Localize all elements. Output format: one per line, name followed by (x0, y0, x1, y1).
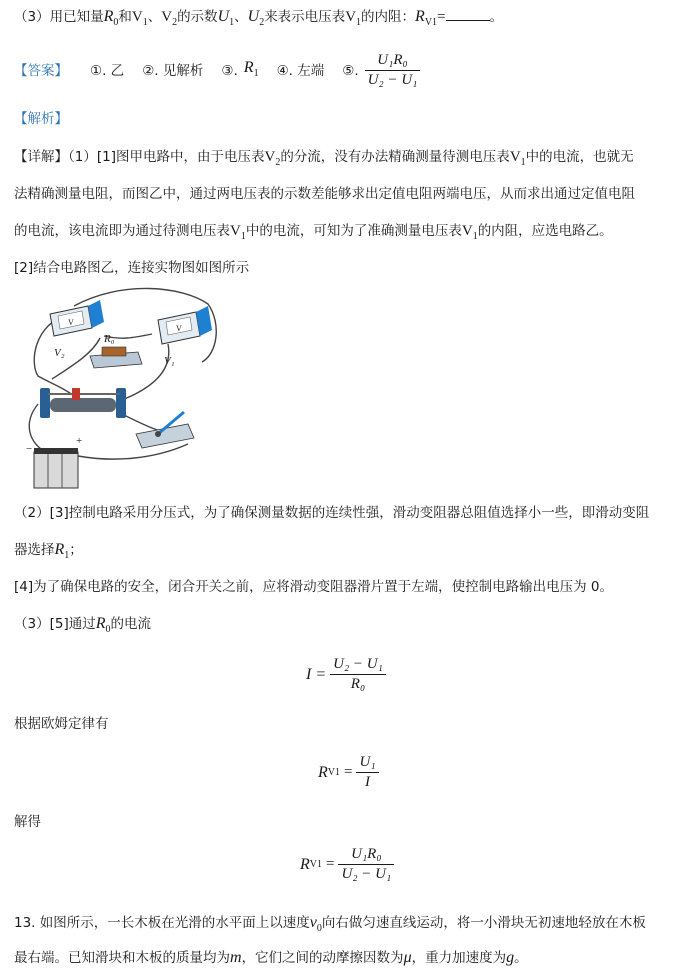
detail-line-2: 法精确测量电阻，而图乙中，通过两电压表的示数差能够求出定值电阻两端电压，从而求出通过定值电阻 (14, 186, 635, 202)
q3-post: 的内阻： (361, 9, 416, 25)
answer-fraction-numerator: U₁R₀ (365, 52, 421, 71)
answer-item-3: ③. (221, 62, 238, 79)
eq2-lhs-sub: V1 (327, 767, 341, 778)
detail-l1-c: 中的电流，也就无 (525, 149, 634, 165)
detail-l1-b: 的分流，没有办法精确测量待测电压表 (280, 149, 510, 165)
eq1-numerator: U₂ − U₁ (330, 656, 386, 675)
switch (136, 412, 194, 448)
r0-ref: R (95, 615, 106, 632)
detail-l3-a: 的电流，该电流即为通过待测电压表 (14, 223, 230, 239)
r0-subscript: 0 (113, 17, 119, 28)
part2-l4-b: 的电流 (110, 616, 151, 632)
v2-meter-glyph: V (68, 318, 74, 327)
part2-line-3: [4]为了确保电路的安全，闭合开关之前，应将滑动变阻器滑片置于左端，使控制电路输出电压为 0。 (14, 579, 614, 595)
rv1-symbol: R (415, 8, 425, 25)
detail-l3-c: 的内阻，应选电路乙。 (477, 223, 613, 239)
rheostat (40, 388, 126, 418)
eq3-numerator: U₁R₀ (338, 846, 394, 865)
v1-symbol: V (131, 9, 143, 25)
v2-subscript: 2 (172, 17, 178, 28)
r0-ref-sub: 0 (105, 624, 111, 635)
r0-symbol: R (103, 8, 114, 25)
v2-ref-sub: 2 (275, 157, 281, 168)
rv1-subscript: V1 (424, 17, 438, 28)
battery-pack (34, 448, 78, 488)
q3-text: （3）用已知量 (14, 9, 104, 25)
answer-blank (446, 6, 490, 21)
v0-symbol: v (309, 914, 317, 931)
v1-ref-2: V (230, 223, 241, 239)
q13-l1-a: 13. 如图所示，一长木板在光滑的水平面上以速度 (14, 915, 310, 931)
eq2-numerator: U₁ (356, 754, 378, 773)
r1-subscript: 1 (253, 67, 259, 79)
answer-label: 【答案】 (14, 62, 68, 79)
u1-symbol: U (217, 8, 230, 25)
q13-l2-a: 最右端。已知滑块和木板的质量均为 (14, 950, 230, 966)
question-3-line (14, 6, 503, 33)
v1b-subscript: 1 (356, 17, 362, 28)
v1b-symbol: V (345, 9, 357, 25)
answer-fraction-denominator: U₂ − U₁ (367, 72, 418, 88)
eq3-fraction (338, 846, 394, 883)
detail-line-1 (14, 147, 634, 173)
v1-label: V₁ (164, 355, 175, 367)
q3-and: 和 (118, 9, 132, 25)
q3-mid2: 来表示电压表 (264, 9, 346, 25)
r1-symbol: R (243, 58, 254, 76)
r0-label: R₀ (104, 333, 115, 345)
q13-l1-b: 向右做匀速直线运动，将一小滑块无初速地轻放在木板 (321, 915, 646, 931)
q3-sep: 、 (147, 9, 162, 25)
mass-symbol: m (230, 949, 242, 966)
v2-symbol: V (161, 9, 173, 25)
v1-ref-3-sub: 1 (472, 231, 478, 242)
detail-label: 【详解】 (14, 149, 68, 165)
part2-line-2 (14, 540, 83, 566)
detail-line-4: [2]结合电路图乙，连接实物图如图所示 (14, 260, 250, 276)
circuit-diagram (12, 284, 222, 494)
v1-ref-2-sub: 1 (240, 231, 246, 242)
solve-text: 解得 (14, 814, 41, 830)
q13-l2-d: 。 (514, 950, 528, 966)
answer-item-5: ⑤. (342, 62, 359, 79)
q3-mid: 的示数 (177, 9, 218, 25)
resistor-r0 (90, 347, 142, 368)
voltmeter-v2 (50, 300, 104, 336)
equation-ohm (318, 754, 379, 791)
voltmeter-v1 (158, 306, 212, 344)
v2-ref: V (264, 149, 276, 165)
part2-l4-a: （3）[5]通过 (14, 616, 96, 632)
v1-ref-sub: 1 (520, 157, 526, 168)
equation-result (300, 846, 394, 883)
eq3-denominator: U₂ − U₁ (341, 866, 392, 882)
equation-current (306, 656, 386, 693)
v1-ref-3: V (461, 223, 473, 239)
eq2-equals: = (344, 764, 353, 780)
q3-equals: = (437, 9, 446, 25)
battery-minus: − (26, 443, 33, 455)
analysis-label: 【解析】 (14, 111, 68, 127)
eq3-equals: = (326, 856, 335, 872)
u2-subscript: 2 (259, 17, 265, 28)
answer-line (14, 52, 420, 89)
eq1-lhs: I = (306, 665, 327, 683)
answer-item-1: ①. 乙 (90, 62, 125, 79)
mu-symbol: μ (403, 949, 412, 966)
part2-l2-b: ； (69, 542, 83, 558)
v1-meter-glyph: V (176, 324, 182, 333)
q3-end: 。 (489, 9, 504, 25)
answer-r1 (244, 58, 259, 84)
detail-line-3 (14, 221, 613, 247)
eq3-lhs-sub: V1 (309, 859, 323, 870)
eq3-lhs: R (300, 855, 310, 873)
q3-sep2: 、 (234, 9, 248, 25)
ohm-law-text: 根据欧姆定律有 (14, 716, 109, 732)
question-13-line-2 (14, 948, 528, 968)
answer-item-4: ④. 左端 (276, 62, 325, 79)
r1-ref-sub: 1 (64, 550, 70, 561)
u1-subscript: 1 (229, 17, 235, 28)
answer-fraction (365, 52, 421, 89)
part2-l2-a: 器选择 (14, 542, 55, 558)
eq2-lhs: R (318, 763, 328, 781)
eq1-fraction (330, 656, 386, 693)
v2-label: V₂ (54, 347, 65, 359)
u2-symbol: U (247, 8, 260, 25)
part2-line-1: （2）[3]控制电路采用分压式，为了确保测量数据的连续性强，滑动变阻器总阻值选择小一些，即滑动变阻 (14, 505, 650, 521)
q13-l2-b: ，它们之间的动摩擦因数为 (241, 950, 404, 966)
detail-l3-b: 中的电流，可知为了准确测量电压表 (245, 223, 462, 239)
v1-ref: V (509, 149, 521, 165)
question-13-line-1 (14, 913, 646, 939)
part2-line-4 (14, 614, 151, 640)
detail-l1-a: （1）[1]图甲电路中，由于电压表 (68, 149, 265, 165)
r1-ref: R (54, 541, 65, 558)
battery-plus: + (76, 435, 83, 447)
g-symbol: g (506, 949, 515, 966)
v0-subscript: 0 (316, 923, 322, 934)
answer-item-2: ②. 见解析 (142, 62, 204, 79)
eq2-denominator: I (365, 774, 371, 790)
v1-subscript: 1 (142, 17, 148, 28)
q13-l2-c: ，重力加速度为 (411, 950, 507, 966)
eq2-fraction (356, 754, 378, 791)
eq1-denominator: R₀ (350, 676, 366, 692)
